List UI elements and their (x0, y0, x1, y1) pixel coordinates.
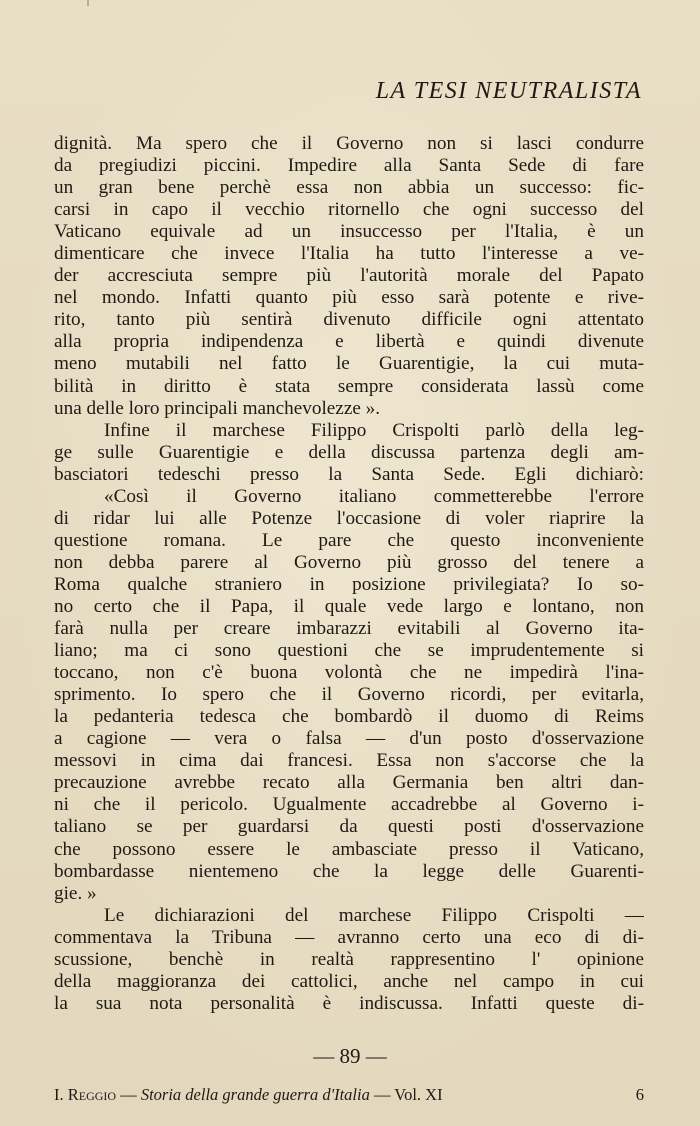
text-line: di ridar lui alle Potenze l'occasione di voler riaprire la (54, 507, 644, 529)
footer-volume: — Vol. XI (373, 1085, 443, 1104)
text-line: carsi in capo il vecchio ritornello che ogni successo del (54, 199, 644, 221)
text-line: che possono essere le ambasciate presso il Vaticano, (54, 838, 644, 860)
text-line: commentava la Tribuna — avranno certo una eco di di- (54, 926, 644, 948)
text-line: dignità. Ma spero che il Governo non si lasci condurre (54, 133, 644, 154)
running-head: LA TESI NEUTRALISTA (375, 78, 642, 104)
text-line: basciatori tedeschi presso la Santa Sede. Egli dichiarò: (54, 463, 644, 485)
text-line: ni che il pericolo. Ugualmente accadrebbe al Governo i- (54, 794, 644, 816)
page-number: — 89 — (313, 1044, 387, 1068)
text-line: gie. » (54, 882, 97, 904)
text-line: Roma qualche straniero in posizione privilegiata? Io so- (54, 573, 644, 595)
scan-mark (87, 0, 89, 6)
text-line: una delle loro principali manchevolezze ». (54, 397, 381, 419)
text-line: meno mutabili nel fatto le Guarentigie, la cui muta- (54, 353, 644, 375)
text-line: der accresciuta sempre più l'autorità morale del Papato (54, 265, 644, 287)
text-line: la pedanteria tedesca che bombardò il duomo di Reims (54, 706, 644, 728)
text-line: dimenticare che invece l'Italia ha tutto l'interesse a ve- (54, 243, 644, 265)
text-line: non debba parere al Governo più grosso del tenere a (54, 551, 644, 573)
footer-signature: 6 (635, 1085, 644, 1104)
text-line: no certo che il Papa, il quale vede largo e lontano, non (54, 595, 644, 617)
text-line: sprimento. Io spero che il Governo ricordi, per evitarla, (54, 684, 644, 706)
text-line: alla propria indipendenza e libertà e quindi divenute (54, 331, 644, 353)
text-line: Le dichiarazioni del marchese Filippo Crispolti — (104, 904, 644, 926)
text-line: farà nulla per creare imbarazzi evitabili al Governo ita- (54, 618, 644, 640)
text-line: un gran bene perchè essa non abbia un successo: fic- (54, 177, 644, 199)
text-line: bilità in diritto è stata sempre considerata lassù come (54, 375, 644, 397)
text-line: la sua nota personalità è indiscussa. Infatti queste di- (54, 992, 644, 1014)
text-line: precauzione avrebbe recato alla Germania ben altri dan- (54, 772, 644, 794)
footer-dash: — (120, 1085, 137, 1104)
text-line: Infine il marchese Filippo Crispolti parlò della leg- (104, 419, 644, 441)
footer-book-title: Storia della grande guerra d'Italia (140, 1085, 370, 1104)
text-line: questione romana. Le pare che questo inconveniente (54, 529, 644, 551)
text-line: a cagione — vera o falsa — d'un posto d'osservazione (54, 728, 644, 750)
text-line: messovi in cima dai francesi. Essa non s'accorse che la (54, 750, 644, 772)
text-line: scussione, benchè in realtà rappresentino l' opinione (54, 948, 644, 970)
text-line: Vaticano equivale ad un insuccesso per l'Italia, è un (54, 221, 644, 243)
text-line: liano; ma ci sono questioni che se imprudentemente si (54, 640, 644, 662)
text-line: bombardasse nientemeno che la legge delle Guarenti- (54, 860, 644, 882)
text-line: nel mondo. Infatti quanto più esso sarà potente e rive- (54, 287, 644, 309)
text-line: della maggioranza dei cattolici, anche nel campo in cui (54, 970, 644, 992)
footer-author: I. Reggio (54, 1085, 117, 1104)
text-line: toccano, non c'è buona volontà che ne impedirà l'ina- (54, 662, 644, 684)
footer-citation (54, 1085, 443, 1105)
text-line: da pregiudizi piccini. Impedire alla Santa Sede di fare (54, 155, 644, 177)
footer (54, 1085, 644, 1105)
text-line: ge sulle Guarentigie e della discussa partenza degli am- (54, 441, 644, 463)
text-line: «Così il Governo italiano commetterebbe l'errore (104, 485, 644, 507)
text-line: taliano se per guardarsi da questi posti d'osservazione (54, 816, 644, 838)
text-line: rito, tanto più sentirà divenuto difficile ogni attentato (54, 309, 644, 331)
body-text (54, 133, 644, 1015)
